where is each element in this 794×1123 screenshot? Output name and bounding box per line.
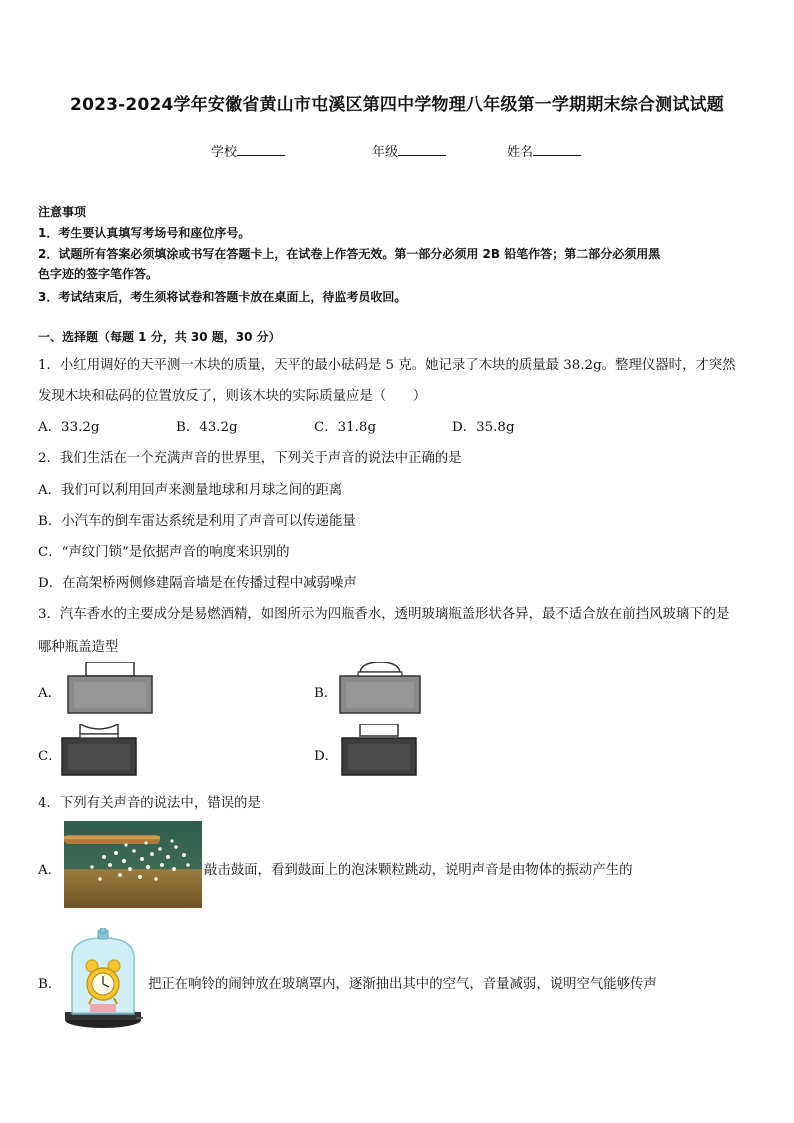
q2-option-b: B．小汽车的倒车雷达系统是利用了声音可以传递能量: [38, 514, 356, 529]
q1-option-c: C．31.8g: [314, 420, 377, 435]
page-title: 2023-2024学年安徽省黄山市屯溪区第四中学物理八年级第一学期期末综合测试试题: [70, 95, 724, 115]
school-label: 学校: [211, 145, 238, 160]
school-field: [211, 141, 285, 160]
q3-label-b: B．: [314, 686, 338, 701]
grade-blank: [398, 143, 446, 156]
section-heading: 一、选择题（每题 1 分，共 30 题，30 分）: [38, 330, 281, 344]
name-label: 姓名: [507, 145, 534, 160]
q4-label-b: B．: [38, 977, 62, 992]
note-item: 2．试题所有答案必须填涂或书写在答题卡上，在试卷上作答无效。第一部分必须用 2B 铅笔作答；第二部分必须用黑: [38, 247, 661, 261]
bottle-a-image: [66, 662, 154, 714]
school-blank: [237, 143, 285, 156]
bottle-c-image: [60, 724, 138, 776]
q3-label-a: A．: [38, 686, 62, 701]
grade-field: [372, 141, 446, 160]
q3-label-d: D．: [314, 749, 339, 764]
grade-label: 年级: [372, 145, 399, 160]
bottle-b-image: [338, 662, 422, 714]
name-field: [507, 141, 581, 160]
q1-stem-line1: 1．小红用调好的天平测一木块的质量，天平的最小砝码是 5 克。她记录了木块的质量最 38.2g。整理仪器时，才突然: [38, 358, 736, 373]
drum-foam-photo: [64, 821, 202, 908]
note-item: 色字迹的签字笔作答。: [38, 267, 159, 281]
note-item: 1．考生要认真填写考场号和座位序号。: [38, 226, 251, 240]
q1-option-a: A．33.2g: [38, 420, 100, 435]
q3-stem-line1: 3．汽车香水的主要成分是易燃酒精，如图所示为四瓶香水，透明玻璃瓶盖形状各异，最不适合放在前挡风玻璃下的是: [38, 607, 730, 622]
q1-option-d: D．35.8g: [452, 420, 515, 435]
q3-label-c: C．: [38, 749, 62, 764]
q1-stem-line2: 发现木块和砝码的位置放反了，则该木块的实际质量应是（ ）: [38, 389, 427, 404]
bottle-d-image: [340, 724, 418, 776]
q1-option-b: B．43.2g: [176, 420, 238, 435]
q2-option-c: C．“声纹门锁”是依据声音的响度来识别的: [38, 545, 290, 560]
name-blank: [533, 143, 581, 156]
q4-stem: 4．下列有关声音的说法中，错误的是: [38, 796, 261, 811]
q2-option-a: A．我们可以利用回声来测量地球和月球之间的距离: [38, 483, 343, 498]
q4-label-a: A．: [38, 863, 62, 878]
notes-heading: 注意事项: [38, 205, 87, 219]
q2-option-d: D．在高架桥两侧修建隔音墙是在传播过程中减弱噪声: [38, 576, 357, 591]
q2-stem: 2．我们生活在一个充满声音的世界里，下列关于声音的说法中正确的是: [38, 451, 462, 466]
q3-stem-line2: 哪种瓶盖造型: [38, 640, 119, 655]
q4-option-a-text: 敲击鼓面，看到鼓面上的泡沫颗粒跳动，说明声音是由物体的振动产生的: [204, 863, 633, 878]
bell-jar-alarm-clock-image: [62, 928, 144, 1030]
q4-option-b-text: 把正在响铃的闹钟放在玻璃罩内，逐渐抽出其中的空气，音量减弱，说明空气能够传声: [148, 977, 657, 992]
note-item: 3．考试结束后，考生须将试卷和答题卡放在桌面上，待监考员收回。: [38, 290, 407, 304]
